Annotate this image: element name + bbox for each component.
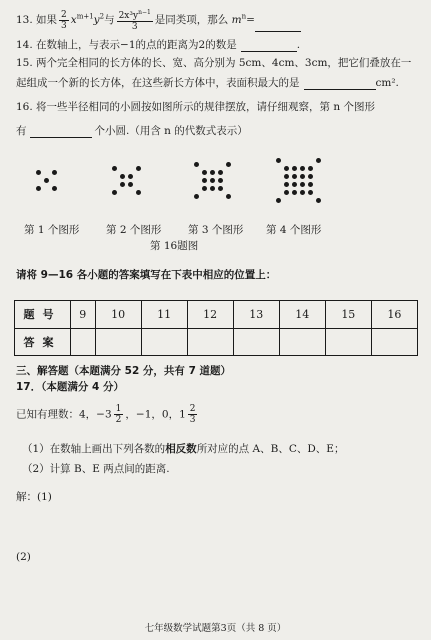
figure-2-dot <box>120 182 125 187</box>
figure-4-corner-dot <box>276 198 281 203</box>
figure-3-dot <box>202 170 207 175</box>
answer-cell[interactable] <box>141 328 187 356</box>
q17-given <box>16 404 199 425</box>
q13-term1-y: y <box>93 14 100 26</box>
q17-title: 17．（本题满分 4 分） <box>16 381 124 393</box>
fig-caption: 第 16题图 <box>150 240 199 252</box>
q13-fraction-2 <box>117 8 153 32</box>
q16-line1: 16. 将一些半径相同的小圆按如图所示的规律摆放，请仔细观察，第 n 个图形 <box>16 101 375 113</box>
answer-table-num: 12 <box>187 301 233 329</box>
answer-table-number-row <box>15 301 418 329</box>
figure-3-corner-dot <box>194 194 199 199</box>
figure-3-dot <box>218 170 223 175</box>
figure-4-dot <box>300 174 305 179</box>
figure-3-corner-dot <box>226 194 231 199</box>
q13-equals: = <box>246 14 255 26</box>
figure-4-dot <box>284 174 289 179</box>
q14-text: 14. 在数轴上，与表示−1的点的距离为2的数是 <box>16 39 237 51</box>
q14-end: . <box>296 39 301 51</box>
figure-4-dot <box>300 182 305 187</box>
fig-label-3: 第 3 个图形 <box>188 224 244 236</box>
fig-label-4: 第 4 个图形 <box>266 224 322 236</box>
answer-cell[interactable] <box>279 328 325 356</box>
figure-4-dot <box>308 166 313 171</box>
q17-item1-post: 所对应的点 A、B、C、D、E； <box>196 443 345 455</box>
q17-mixed1-den: 2 <box>115 415 122 425</box>
q16-line2-pre: 有 <box>16 125 27 137</box>
figure-3-dot <box>210 186 215 191</box>
fig-label-1: 第 1 个图形 <box>24 224 80 236</box>
q17-given-pre: 已知有理数：4，−3 <box>16 408 112 421</box>
q17-item1-pre: （1）在数轴上画出下列各数的 <box>22 443 166 455</box>
answer-table-num: 10 <box>95 301 141 329</box>
figure-4-dot <box>308 190 313 195</box>
q17-mixed1-num: 1 <box>115 404 122 414</box>
q13-answer-blank[interactable] <box>255 20 301 32</box>
answer-instruction: 请将 9—16 各小题的答案填写在下表中相应的位置上： <box>16 269 277 281</box>
figure-2-dot <box>128 182 133 187</box>
answer-cell[interactable] <box>325 328 371 356</box>
question-15-line-2 <box>16 76 399 90</box>
answer-table-num: 15 <box>325 301 371 329</box>
question-15-line-1 <box>16 56 411 70</box>
page-footer: 七年级数学试题第3页（共 8 页） <box>144 623 287 634</box>
answer-cell[interactable] <box>71 328 96 356</box>
answer-table-number-head: 题号 <box>15 301 71 329</box>
figure-4-dot <box>292 182 297 187</box>
q17-given-mid: ，−1，0，1 <box>125 408 186 421</box>
answer-cell[interactable] <box>371 328 417 356</box>
figure-2-corner-dot <box>136 190 141 195</box>
q13-term1-ysup: 2 <box>99 12 105 21</box>
figure-2-corner-dot <box>112 166 117 171</box>
q13-frac2-num: 2x³y <box>118 11 139 21</box>
figure-4-dot <box>284 190 289 195</box>
q17-mixed-fraction-1 <box>114 404 124 425</box>
figure-3-dot <box>210 170 215 175</box>
q13-expr-sup: n <box>241 12 247 21</box>
answer-table-num: 13 <box>233 301 279 329</box>
figure-1-corner-dot <box>52 186 57 191</box>
figure-4-dot <box>284 166 289 171</box>
answer-cell[interactable] <box>95 328 141 356</box>
q16-line2-post: 个小圆.（用含 n 的代数式表示） <box>94 125 248 137</box>
q13-frac1-den: 3 <box>61 20 67 31</box>
answer-table <box>14 300 418 356</box>
q13-frac1-num: 2 <box>61 9 67 20</box>
answer-table-num: 11 <box>141 301 187 329</box>
q17-solution-2: (2) <box>16 551 31 563</box>
q15-answer-blank[interactable] <box>304 78 376 90</box>
q13-fraction-1 <box>59 10 69 31</box>
figure-1-corner-dot <box>36 170 41 175</box>
question-16-line-1 <box>16 100 375 114</box>
q16-figures <box>0 150 431 230</box>
answer-table-num: 16 <box>371 301 417 329</box>
q13-frac2-den: 3 <box>131 22 138 32</box>
question-14 <box>16 38 300 52</box>
figure-4-dot <box>300 190 305 195</box>
q15-line1: 15. 两个完全相同的长方体的长、宽、高分别为 5cm、4cm、3cm，把它们叠放在一 <box>16 57 412 69</box>
q17-item-1 <box>22 442 344 456</box>
figure-2-corner-dot <box>112 190 117 195</box>
q14-answer-blank[interactable] <box>241 40 297 52</box>
answer-cell[interactable] <box>233 328 279 356</box>
q13-frac2-num-sup: n−1 <box>138 9 151 16</box>
figure-4-corner-dot <box>316 198 321 203</box>
q16-answer-blank[interactable] <box>30 126 92 138</box>
q13-term1: x <box>70 14 77 26</box>
q13-expr: m <box>231 14 242 26</box>
figure-2-corner-dot <box>136 166 141 171</box>
figure-4-dot <box>292 190 297 195</box>
figure-4-corner-dot <box>316 158 321 163</box>
figure-3-dot <box>218 178 223 183</box>
section-3-title: 三、解答题（本题满分 52 分，共有 7 道题） <box>16 365 232 377</box>
figure-1-corner-dot <box>52 170 57 175</box>
figure-1-dot <box>44 178 49 183</box>
figure-1-corner-dot <box>36 186 41 191</box>
answer-cell[interactable] <box>187 328 233 356</box>
figure-3-dot <box>218 186 223 191</box>
figure-4-corner-dot <box>276 158 281 163</box>
question-13 <box>16 8 301 32</box>
answer-table-answer-head: 答案 <box>15 328 71 356</box>
q13-prefix: 13. 如果 <box>16 14 58 26</box>
figure-4-dot <box>284 182 289 187</box>
figure-4-dot <box>292 166 297 171</box>
q17-mixed-fraction-2 <box>188 404 198 425</box>
figure-2-dot <box>120 174 125 179</box>
q13-suffix: 是同类项，那么 <box>154 14 229 26</box>
figure-3-corner-dot <box>226 162 231 167</box>
q17-solution-1: 解：(1) <box>16 491 52 503</box>
figure-4-dot <box>308 182 313 187</box>
q13-term1-sup: m+1 <box>76 12 94 21</box>
q15-line2: 起组成一个新的长方体，在这些新长方体中，表面积最大的是 <box>16 77 300 89</box>
figure-3-corner-dot <box>194 162 199 167</box>
figure-3-dot <box>202 178 207 183</box>
figure-4-dot <box>292 174 297 179</box>
figure-3-dot <box>202 186 207 191</box>
figure-3-dot <box>210 178 215 183</box>
answer-table-num: 14 <box>279 301 325 329</box>
answer-table-num: 9 <box>71 301 96 329</box>
figure-4-dot <box>308 174 313 179</box>
q17-mixed2-num: 2 <box>189 404 196 414</box>
figure-2-dot <box>128 174 133 179</box>
q17-mixed2-den: 3 <box>189 415 196 425</box>
figure-4-dot <box>300 166 305 171</box>
q15-unit: cm². <box>375 77 399 89</box>
fig-label-2: 第 2 个图形 <box>106 224 162 236</box>
q13-mid: 与 <box>104 14 115 26</box>
question-16-line-2 <box>16 124 248 138</box>
q17-item-2: （2）计算 B、E 两点间的距离. <box>22 463 170 475</box>
q17-item1-bold: 相反数 <box>165 443 197 455</box>
answer-table-answer-row <box>15 328 418 356</box>
